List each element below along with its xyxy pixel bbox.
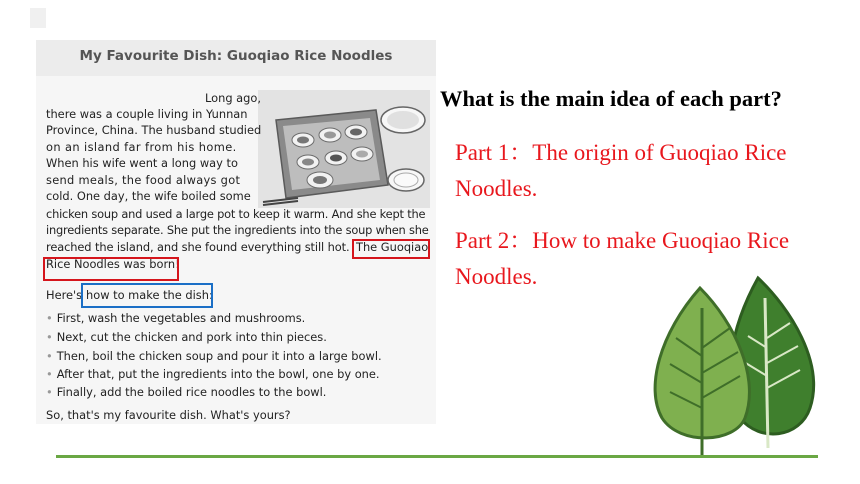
how-highlight-text: how to make the dish:: [86, 288, 213, 302]
reading-line-6: send meals, the food always got: [46, 173, 241, 187]
reading-title: My Favourite Dish: Guoqiao Rice Noodles: [79, 48, 393, 64]
answer-part-1-line-2: Noodles.: [455, 176, 538, 201]
reading-closing: So, that's my favourite dish. What's yours?: [46, 408, 291, 422]
step-item: • Then, boil the chicken soup and pour it into a large bowl.: [46, 349, 382, 363]
ground-line: [56, 455, 818, 458]
bullet-icon: •: [46, 385, 53, 399]
tree-pair-illustration: [640, 268, 840, 458]
reading-line-5: When his wife went a long way to: [46, 156, 238, 170]
how-highlight-box: [81, 283, 213, 308]
origin-sentence-part-1: The Guoqiao: [356, 240, 429, 254]
reading-line-2: there was a couple living in Yunnan: [46, 107, 248, 121]
reading-line-7: cold. One day, the wife boiled some: [46, 189, 251, 203]
answer-part-2-line-1: Part 2：How to make Guoqiao Rice: [455, 228, 790, 253]
origin-highlight-box-1: [352, 239, 430, 259]
bullet-icon: •: [46, 349, 53, 363]
step-item: • Finally, add the boiled rice noodles to the bowl.: [46, 385, 327, 399]
main-idea-question: What is the main idea of each part?: [440, 86, 782, 111]
reading-line-1: Long ago,: [205, 91, 261, 105]
origin-highlight-box-2: [43, 257, 179, 281]
answer-part-2-line-2: Noodles.: [455, 264, 538, 289]
bullet-icon: •: [46, 311, 53, 325]
reading-line-9: ingredients separate. She put the ingredients into the soup when she: [46, 223, 429, 237]
answer-part-1-line-1: Part 1：The origin of Guoqiao Rice: [455, 140, 787, 165]
how-intro: Here's: [46, 288, 83, 302]
step-item: • After that, put the ingredients into the bowl, one by one.: [46, 367, 380, 381]
reading-header: [36, 40, 436, 76]
reading-line-3: Province, China. The husband studied: [46, 123, 262, 137]
reading-line-10: reached the island, and she found everything still hot.: [46, 240, 350, 254]
origin-sentence-part-2: Rice Noodles was born!: [46, 257, 180, 271]
reading-line-4: on an island far from his home.: [46, 140, 237, 154]
reading-line-8: chicken soup and used a large pot to keep it warm. And she kept the: [46, 207, 426, 221]
bullet-icon: •: [46, 330, 53, 344]
bullet-icon: •: [46, 367, 53, 381]
step-item: • Next, cut the chicken and pork into thin pieces.: [46, 330, 327, 344]
step-item: • First, wash the vegetables and mushrooms.: [46, 311, 306, 325]
slide-corner-mark: [30, 8, 46, 28]
guoqiao-rice-noodles-photo: [258, 90, 430, 208]
